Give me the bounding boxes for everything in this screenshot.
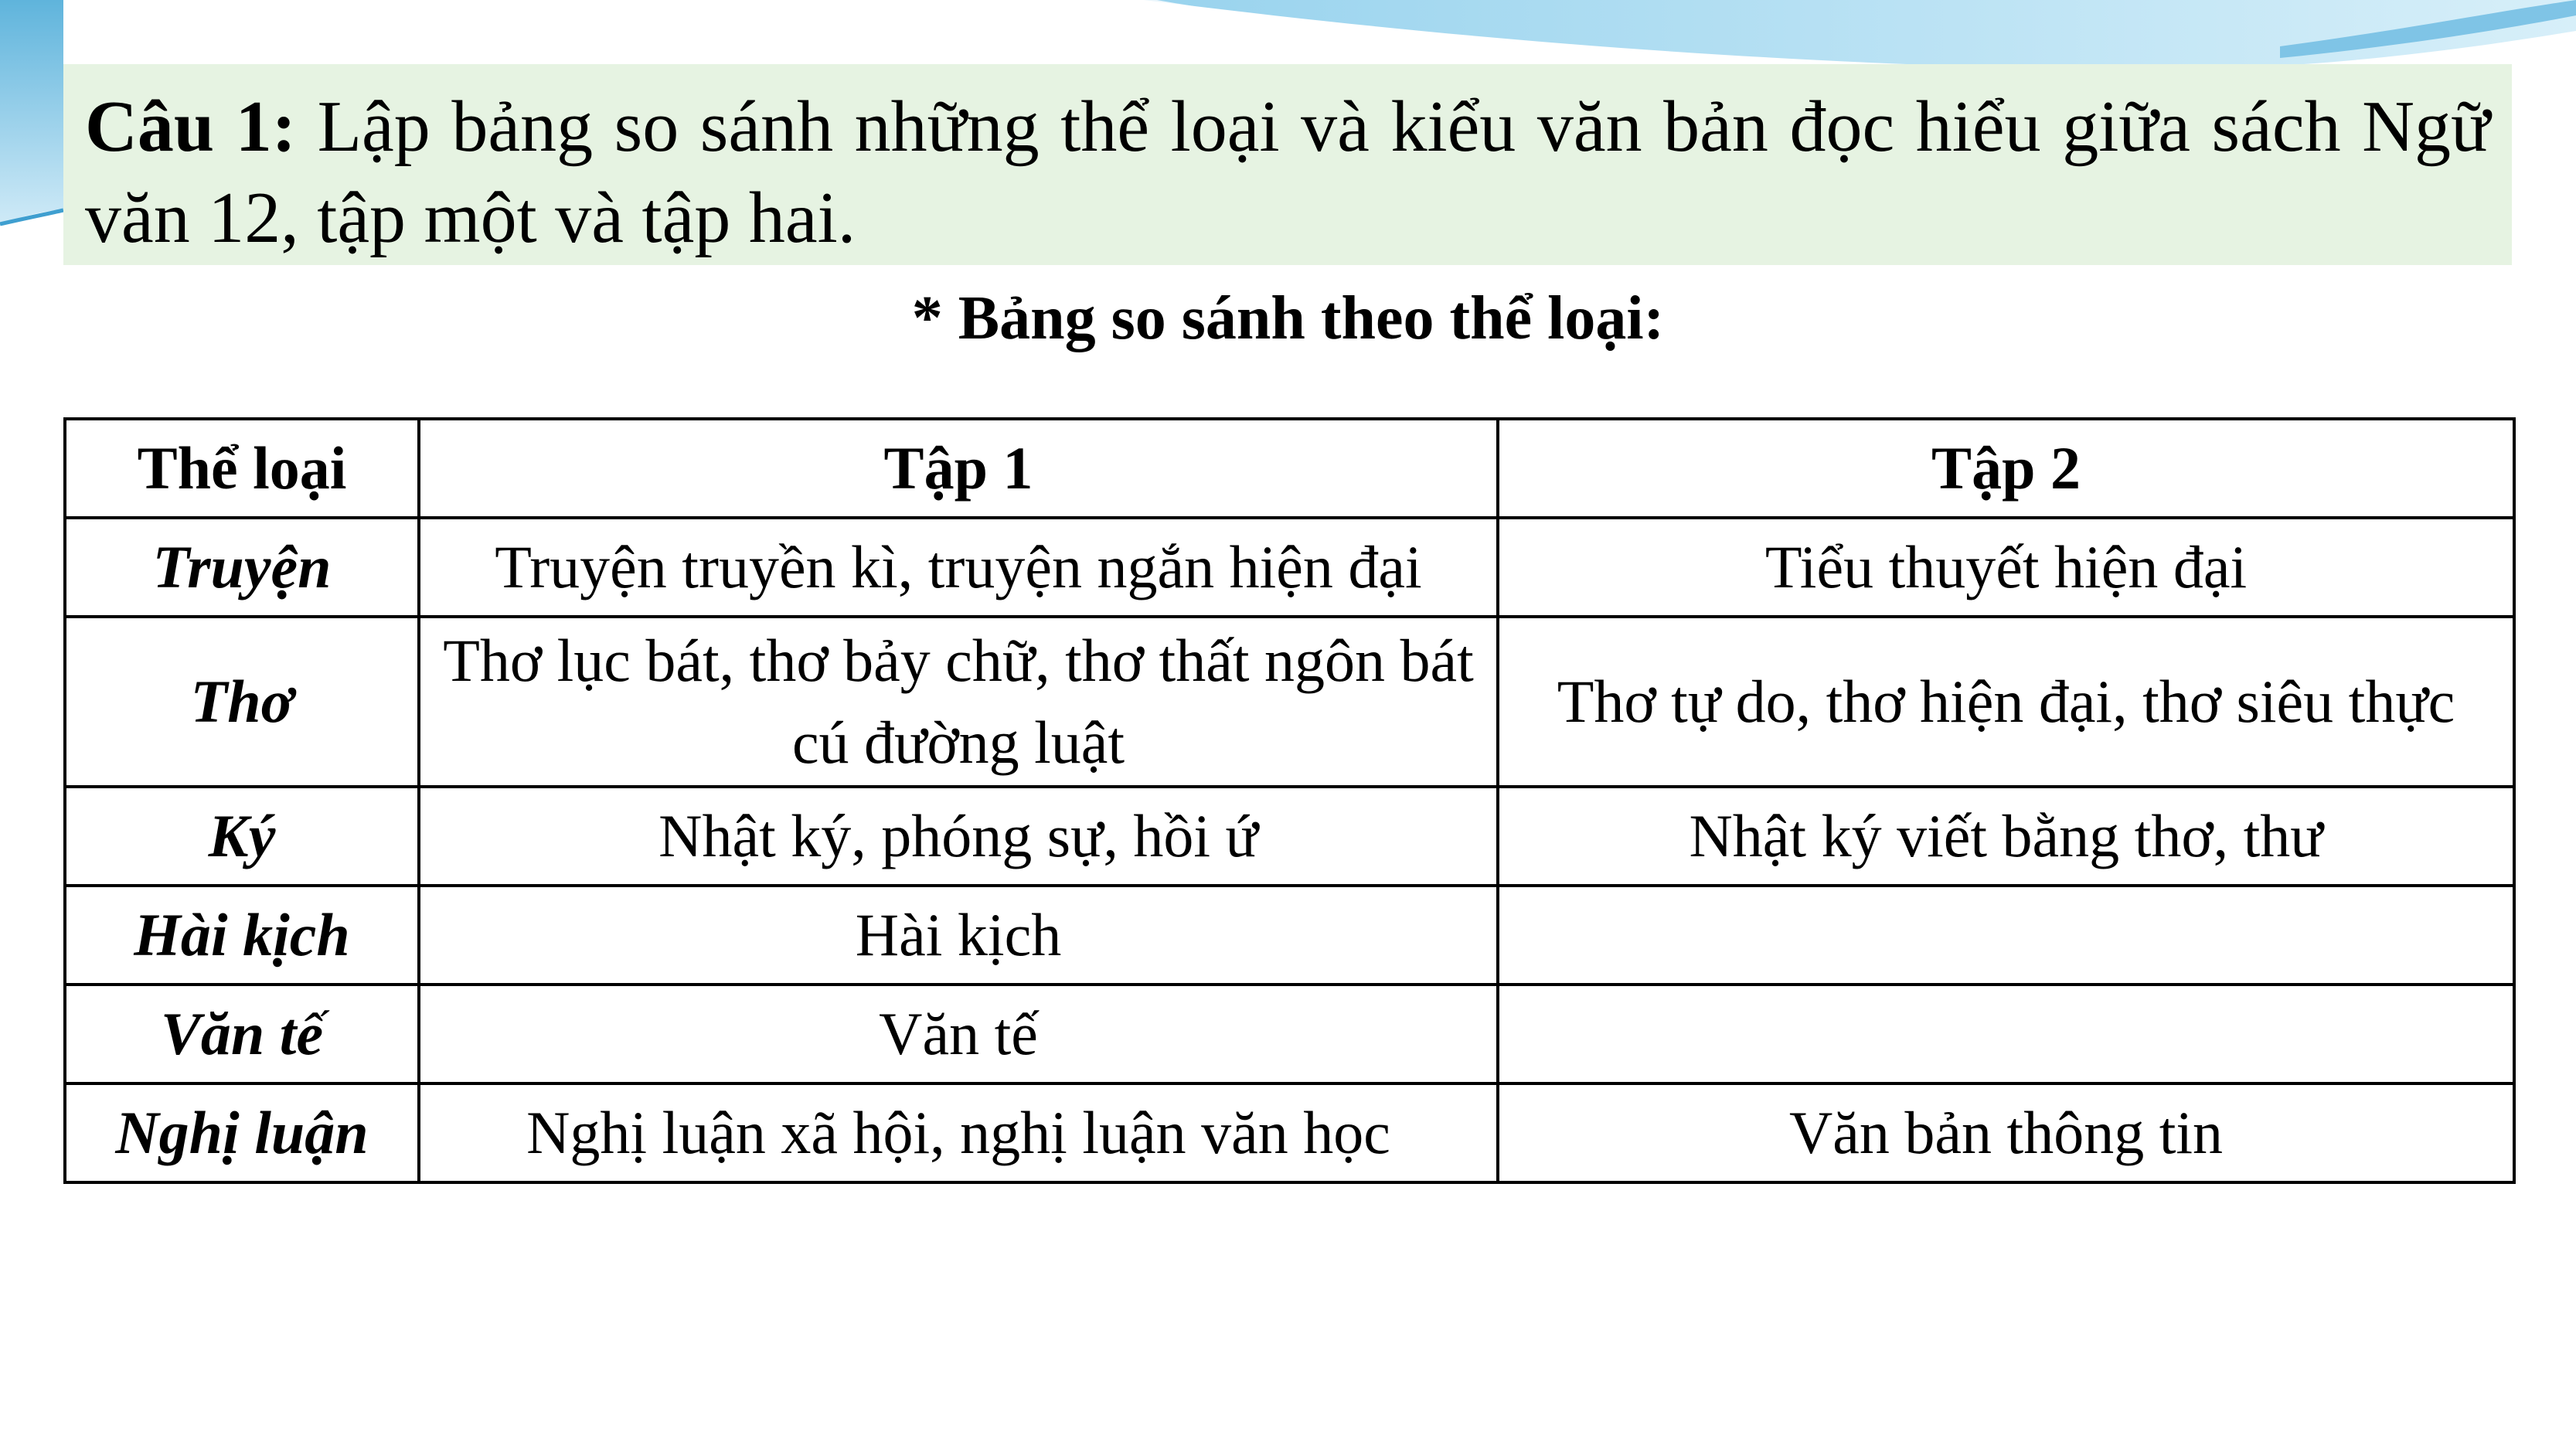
table-row [65,886,2514,985]
volume-2-cell: Tiểu thuyết hiện đại [1498,518,2514,617]
comparison-table [63,417,2516,1184]
header-volume-2: Tập 2 [1498,419,2514,518]
table-header-row [65,419,2514,518]
genre-cell: Văn tế [65,985,419,1083]
left-wave-decoration [0,0,63,224]
volume-2-cell: Nhật ký viết bằng thơ, thư [1498,787,2514,886]
genre-cell: Truyện [65,518,419,617]
volume-1-cell: Nghị luận xã hội, nghị luận văn học [419,1083,1498,1182]
top-wave-decoration [0,0,2576,70]
question-text [85,81,2490,264]
header-volume-1: Tập 1 [419,419,1498,518]
volume-2-cell [1498,886,2514,985]
question-label: Câu 1: [85,87,297,167]
table-subtitle: * Bảng so sánh theo thể loại: [911,284,1665,352]
question-box [63,64,2512,265]
volume-1-cell: Nhật ký, phóng sự, hồi ứ [419,787,1498,886]
table-row [65,1083,2514,1182]
volume-2-cell [1498,985,2514,1083]
volume-1-cell: Văn tế [419,985,1498,1083]
volume-2-cell: Thơ tự do, thơ hiện đại, thơ siêu thực [1498,617,2514,787]
table-row [65,617,2514,787]
volume-1-cell: Truyện truyền kì, truyện ngắn hiện đại [419,518,1498,617]
volume-1-cell: Hài kịch [419,886,1498,985]
genre-cell: Hài kịch [65,886,419,985]
volume-2-cell: Văn bản thông tin [1498,1083,2514,1182]
table-row [65,985,2514,1083]
genre-cell: Nghị luận [65,1083,419,1182]
header-genre: Thể loại [65,419,419,518]
genre-cell: Thơ [65,617,419,787]
volume-1-cell: Thơ lục bát, thơ bảy chữ, thơ thất ngôn bát cú đường luật [419,617,1498,787]
genre-cell: Ký [65,787,419,886]
table-row [65,518,2514,617]
question-body: Lập bảng so sánh những thể loại và kiểu văn bản đọc hiểu giữa sách Ngữ văn 12, tập một và tập hai. [85,87,2490,258]
table-row [65,787,2514,886]
